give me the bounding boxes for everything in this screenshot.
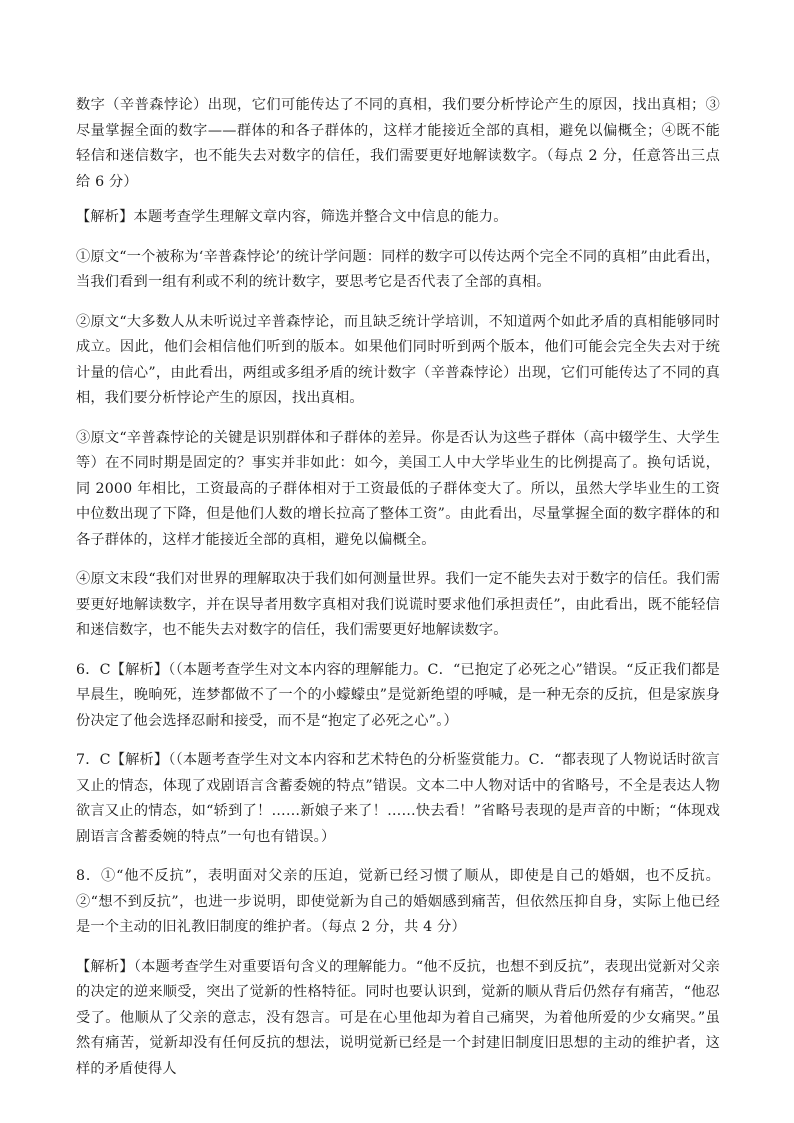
analysis-intro-paragraph: 【解析】本题考查学生理解文章内容，筛选并整合文中信息的能力。	[76, 209, 508, 225]
answer-paragraph-continuation: 数字（辛普森悖论）出现，它们可能传达了不同的真相，我们要分析悖论产生的原因，找出真相；③尽量掌握全面的数字——群体的和各子群体的，这样才能接近全部的真相，避免以偏概全；④既不能轻信和迷信数字，也不能失去对数字的信任，我们需要更好地解读数字。（每点 2 分，任意答出三点给 6 分）	[76, 97, 720, 190]
analysis-point-3-paragraph: ③原文“辛普森悖论的关键是识别群体和子群体的差异。你是否认为这些子群体（高中辍学生、大学生等）在不同时期是固定的？事实并非如此：如今，美国工人中大学毕业生的比例提高了。换句话说，同 2000 年相比，工资最高的子群体相对于工资最低的子群体变大了。所以，虽然大学毕业生的工资中位数出现了下降，但是他们人数的增长拉高了整体工资”。由此看出，尽量掌握全面的数字群体的和各子群体的，这样才能接近全部的真相，避免以偏概全。	[76, 429, 720, 548]
question-8-analysis-paragraph: 【解析】（本题考查学生对重要语句含义的理解能力。“他不反抗，也想不到反抗”，表现出觉新对父亲的决定的逆来顺受，突出了觉新的性格特征。同时也要认识到，觉新的顺从背后仍然存有痛苦，“他忍受了。他顺从了父亲的意志，没有怨言。可是在心里他却为着自己痛哭，为着他所爱的少女痛哭。”虽然有痛苦，觉新却没有任何反抗的想法，说明觉新已经是一个封建旧制度旧思想的主动的维护者，这样的矛盾使得人	[76, 958, 720, 1077]
question-8-answer-paragraph: 8．①“他不反抗”，表明面对父亲的压迫，觉新已经习惯了顺从，即使是自己的婚姻，也不反抗。②“想不到反抗”，也进一步说明，即使觉新为自己的婚姻感到痛苦，但依然压抑自身，实际上他已经是一个主动的旧礼教旧制度的维护者。（每点 2 分，共 4 分）	[76, 868, 720, 935]
analysis-point-4-paragraph: ④原文末段“我们对世界的理解取决于我们如何测量世界。我们一定不能失去对于数字的信任。我们需要更好地解读数字，并在误导者用数字真相对我们说谎时要求他们承担责任”，由此看出，既不能轻信和迷信数字，也不能失去对数字的信任，我们需要更好地解读数字。	[76, 571, 720, 638]
analysis-point-2-paragraph: ②原文“大多数人从未听说过辛普森悖论，而且缺乏统计学培训，不知道两个如此矛盾的真相能够同时成立。因此，他们会相信他们听到的版本。如果他们同时听到两个版本，他们可能会完全失去对于统计量的信心”，由此看出，两组或多组矛盾的统计数字（辛普森悖论）出现，它们可能传达了不同的真相，我们要分析悖论产生的原因，找出真相。	[76, 313, 720, 406]
question-7-answer-paragraph: 7．C【解析】（（本题考查学生对文本内容和艺术特色的分析鉴赏能力。C．“都表现了人物说话时欲言又止的情态，体现了戏剧语言含蓄委婉的特点”错误。文本二中人物对话中的省略号，不全是表达人物欲言又止的情态，如“轿到了！……新娘子来了！……快去看！”省略号表现的是声音的中断；“体现戏剧语言含蓄委婉的特点”一句也有错误。）	[76, 752, 720, 845]
question-6-answer-paragraph: 6．C【解析】（（本题考查学生对文本内容的理解能力。C．“已抱定了必死之心”错误。“反正我们都是早晨生，晚晌死，连梦都做不了一个的小蠓蠓虫”是觉新绝望的呼喊，是一种无奈的反抗，但是家族身份决定了他会选择忍耐和接受，而不是“抱定了必死之心”。）	[76, 661, 720, 729]
analysis-point-1-paragraph: ①原文“一个被称为‘辛普森悖论’的统计学问题：同样的数字可以传达两个完全不同的真相”由此看出，当我们看到一组有利或不利的统计数字，要思考它是否代表了全部的真相。	[76, 248, 720, 290]
document-page	[76, 93, 720, 1082]
